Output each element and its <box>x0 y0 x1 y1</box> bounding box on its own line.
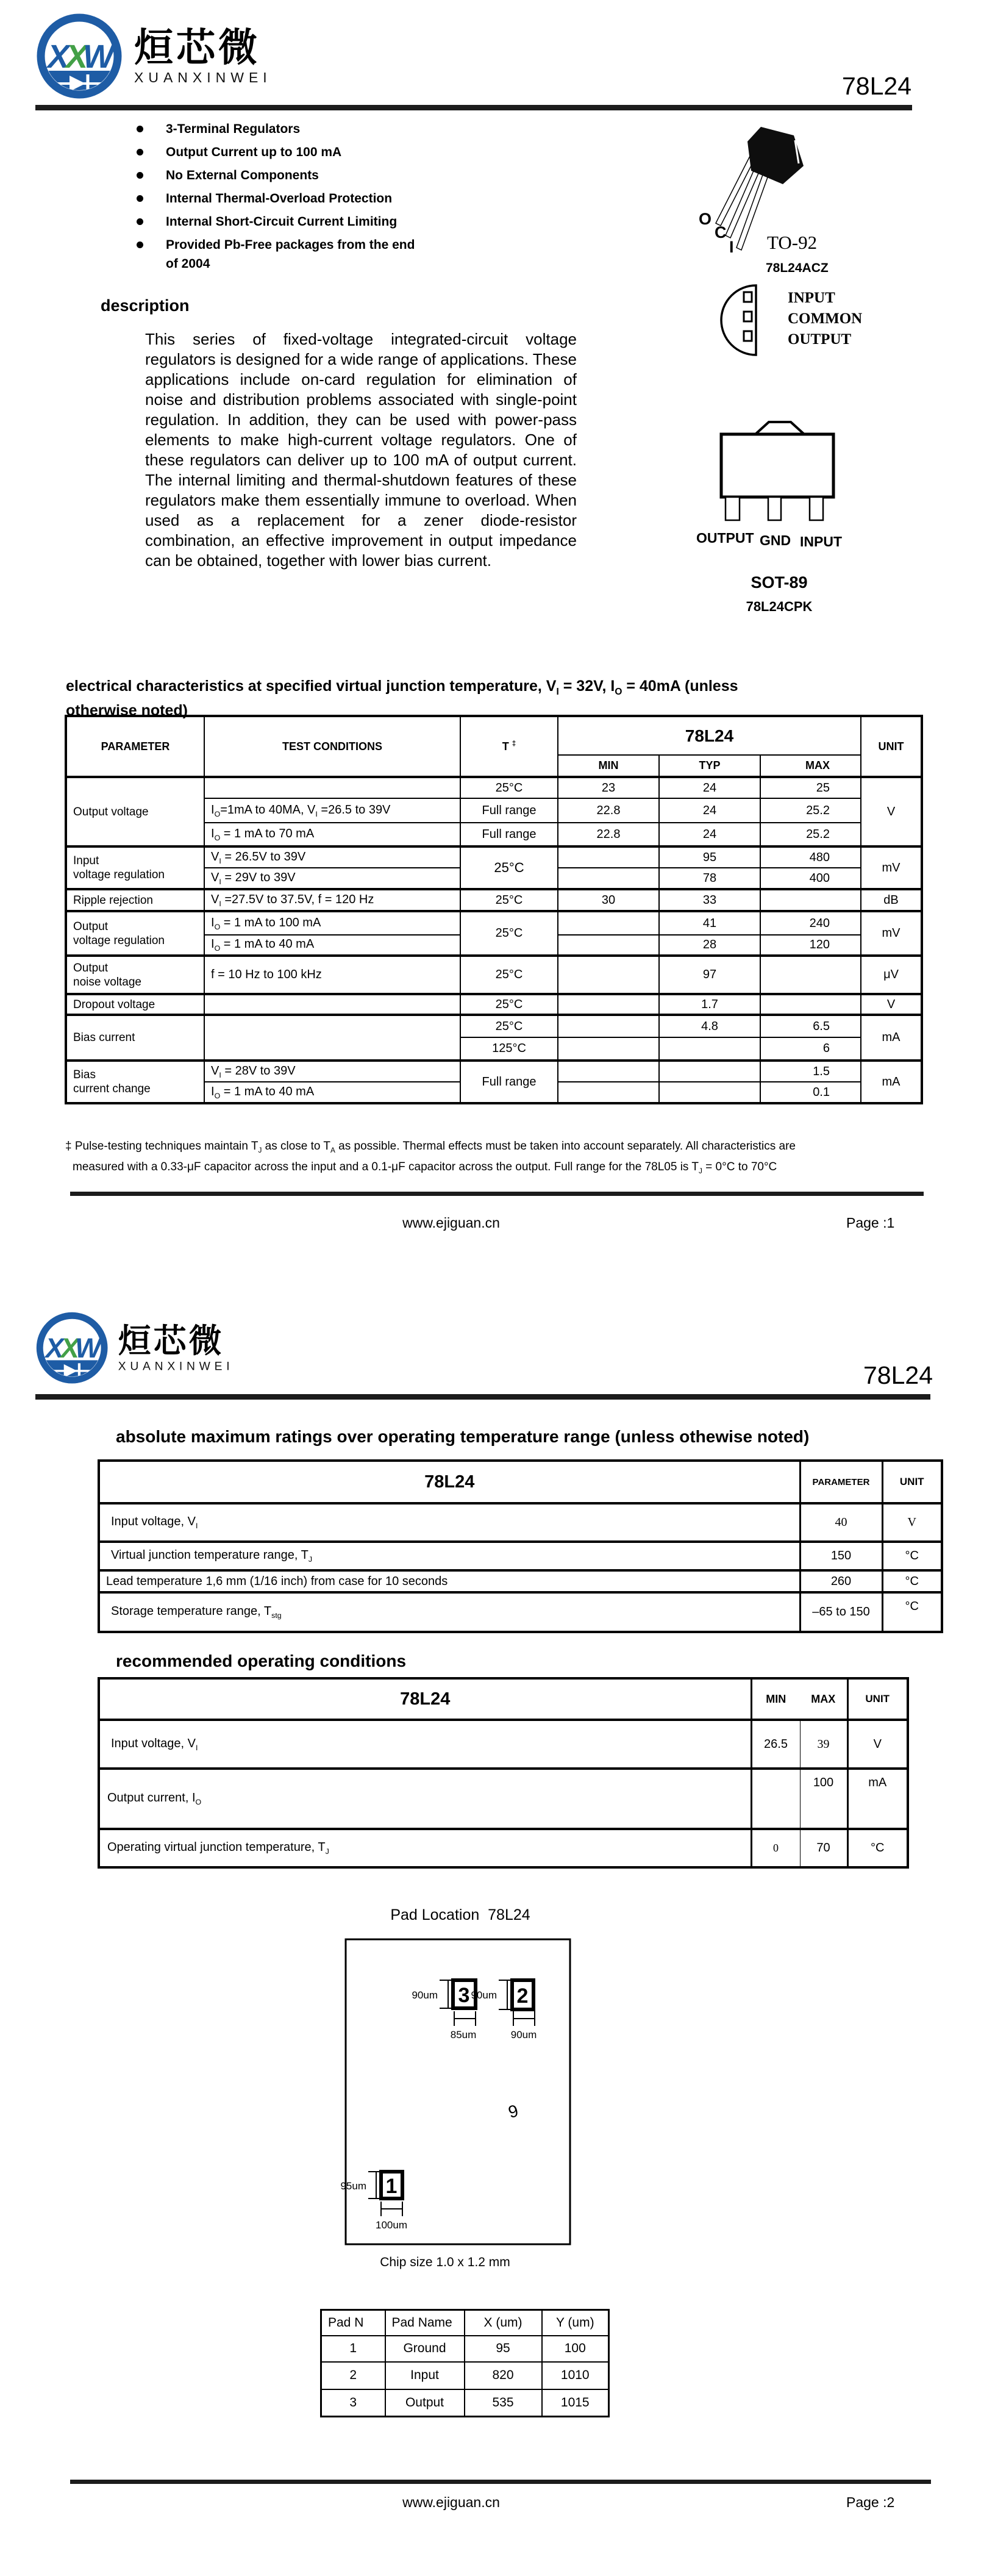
logo-text <box>118 1324 234 1373</box>
pad-2-height-label: 90um <box>471 1989 497 2001</box>
device-group-header: 78L24 <box>99 1461 800 1503</box>
electrical-characteristics-table <box>65 715 923 1104</box>
table-row <box>99 1769 908 1829</box>
unit-cell: mV <box>861 911 922 956</box>
table-row <box>99 1829 908 1867</box>
table-header-row <box>99 1678 908 1720</box>
logo-letter-w: W <box>83 38 114 75</box>
pad-1-number: 1 <box>385 2175 398 2198</box>
abs-max-ratings-title: absolute maximum ratings over operating temperature range (unless othewise noted) <box>116 1427 810 1446</box>
t-cell: 25°C <box>460 956 558 994</box>
unit-cell: °C <box>882 1570 942 1592</box>
max-cell: 25 <box>760 777 861 798</box>
min-cell <box>558 994 659 1015</box>
feature-item: Output Current up to 100 mA <box>137 143 551 162</box>
pad-1-width-label: 100um <box>376 2219 407 2231</box>
table-row <box>66 777 922 798</box>
param-cell: Ripple rejection <box>66 889 204 911</box>
cond-cell: $I_O = 1$ mA to 70 mA <box>204 823 460 846</box>
min-cell <box>558 911 659 935</box>
min-cell <box>558 846 659 868</box>
table-row <box>99 1503 942 1542</box>
min-cell: 22.8 <box>558 823 659 846</box>
sot89-output-label: OUTPUT <box>696 530 754 546</box>
unit-cell: V <box>861 994 922 1015</box>
bullet-icon <box>137 195 143 202</box>
cond-cell: $V_I =27.5V$ to 37.5V, f = 120 Hz <box>204 889 460 911</box>
table-header-row <box>66 716 922 755</box>
typ-cell <box>659 1082 760 1103</box>
unit-cell: V <box>847 1720 908 1769</box>
table-header-row <box>99 1461 942 1503</box>
cond-cell: $V_I = 29V$ to 39V <box>204 868 460 889</box>
max-cell: 6.5 <box>760 1015 861 1037</box>
description-paragraph: This series of fixed-voltage integrated-circuit voltage regulators is designed for a wide range of applications. These applications include on-card regulation for elimination of noise and distribution problems associated with single-point regulation. In addition, they can be used with power-pass elements to make high-current voltage regulators. One of these regulators can deliver up to 100 mA of output current. The internal limiting and thermal-shutdown features of these regulators make them essentially immune to overload. When used as a replacement for a zener diode-resistor combination, an effective improvement in output impedance can be obtained, together with lower bias current. <box>145 330 577 570</box>
value-cell: –65 to 150 <box>800 1592 882 1632</box>
table-header-row <box>321 2310 609 2336</box>
brand-name-en: XUANXINWEI <box>118 1359 234 1373</box>
param-cell: Output noise voltage <box>66 956 204 994</box>
max-cell: 480 <box>760 846 861 868</box>
table-row <box>66 846 922 868</box>
table-row <box>321 2362 609 2389</box>
typ-cell: 33 <box>659 889 760 911</box>
min-header: MIN <box>558 755 659 777</box>
pad-2-width-label: 90um <box>510 2029 537 2041</box>
unit-cell: mA <box>847 1769 908 1829</box>
parameter-header: PARAMETER <box>66 716 204 777</box>
t-cell: 25°C <box>460 1015 558 1037</box>
pad-1-height-label: 95um <box>340 2180 366 2192</box>
value-cell: 260 <box>800 1570 882 1592</box>
table-row <box>66 956 922 994</box>
sot89-gnd-label: GND <box>760 532 791 548</box>
cond-cell: $I_O = 1$ mA to 40 mA <box>204 935 460 956</box>
label-cell: Input voltage, $V_I$ <box>99 1720 751 1769</box>
pinout-common-label: COMMON <box>788 310 863 327</box>
y-cell: 1010 <box>542 2362 609 2389</box>
t-cell: 125°C <box>460 1037 558 1061</box>
min-cell <box>558 1037 659 1061</box>
recommended-conditions-title: recommended operating conditions <box>116 1651 407 1670</box>
min-cell: 22.8 <box>558 798 659 823</box>
sot89-package-name: SOT-89 <box>751 573 808 592</box>
pad-name-cell: Ground <box>385 2336 465 2362</box>
param-cell: Output voltage <box>66 777 204 846</box>
max-header: MAX <box>800 1678 847 1720</box>
table-row <box>99 1720 908 1769</box>
pad-n-cell: 2 <box>321 2362 385 2389</box>
feature-item: 3-Terminal Regulators <box>137 120 551 138</box>
to92-outline <box>721 285 756 355</box>
sot89-tab <box>755 422 804 434</box>
max-cell <box>760 956 861 994</box>
sot89-lead <box>810 497 823 520</box>
unit-cell: V <box>861 777 922 846</box>
to92-pin-i-label: I <box>729 238 734 256</box>
footer-page-number: Page :2 <box>846 2494 895 2510</box>
typ-cell: 78 <box>659 868 760 889</box>
typ-cell: 4.8 <box>659 1015 760 1037</box>
pad-3-width-label: 85um <box>450 2029 477 2041</box>
min-cell <box>558 956 659 994</box>
logo-letter-x2: X <box>60 1333 79 1364</box>
sot89-lead <box>768 497 781 520</box>
cond-cell <box>204 1015 460 1061</box>
bullet-icon <box>137 218 143 225</box>
max-cell <box>760 889 861 911</box>
t-cell: 25°C <box>460 846 558 889</box>
typ-cell: 24 <box>659 798 760 823</box>
recommended-operating-conditions-table <box>98 1677 909 1869</box>
min-header: MIN <box>751 1678 800 1720</box>
value-cell: 150 <box>800 1542 882 1570</box>
bullet-icon <box>137 126 143 132</box>
min-cell <box>558 1061 659 1082</box>
min-cell <box>558 935 659 956</box>
company-logo <box>34 11 272 102</box>
param-cell: Output voltage regulation <box>66 911 204 956</box>
pinout-output-label: OUTPUT <box>788 331 852 348</box>
min-cell: 23 <box>558 777 659 798</box>
param-cell: Dropout voltage <box>66 994 204 1015</box>
to92-package-figure <box>658 121 860 281</box>
unit-cell: μV <box>861 956 922 994</box>
footer-rule <box>70 2480 931 2484</box>
max-cell: 240 <box>760 911 861 935</box>
feature-item: Provided Pb-Free packages from the end of 2004 <box>137 235 551 273</box>
y-cell: 100 <box>542 2336 609 2362</box>
t-cell: 25°C <box>460 911 558 956</box>
max-cell: 6 <box>760 1037 861 1061</box>
temperature-header: T ‡ <box>460 716 558 777</box>
table-row <box>66 911 922 935</box>
param-cell: Bias current <box>66 1015 204 1061</box>
pad-3-height-label: 90um <box>412 1989 438 2001</box>
t-cell: 25°C <box>460 994 558 1015</box>
unit-cell: dB <box>861 889 922 911</box>
unit-cell: V <box>882 1503 942 1542</box>
cond-cell <box>204 777 460 798</box>
part-number-header: 78L24 <box>863 1361 933 1389</box>
unit-cell: mA <box>861 1015 922 1061</box>
sot89-part-number: 78L24CPK <box>746 599 813 614</box>
bullet-icon <box>137 149 143 156</box>
label-cell: Virtual junction temperature range, $T_J$ <box>99 1542 800 1570</box>
footer-website: www.ejiguan.cn <box>402 2494 500 2510</box>
table-row <box>99 1570 942 1592</box>
table-footnote: ‡ Pulse-testing techniques maintain $T_J$ as close to $T_A$ as possible. Thermal effects must be taken into account separately. All characteristics are measured with a 0.33-μF capacitor across the input and a 0.1-μF capacitor across the output. Full range for the 78L05 is $T_J = 0^\circ C$ to 70°C <box>65 1140 796 1175</box>
features-list <box>137 120 551 277</box>
label-cell: Input voltage, $V_I$ <box>99 1503 800 1542</box>
to92-package-name: TO-92 <box>767 232 818 253</box>
x-header: X (um) <box>465 2310 542 2336</box>
absolute-maximum-ratings-table <box>98 1459 943 1633</box>
pad-n-cell: 1 <box>321 2336 385 2362</box>
pinout-input-label: INPUT <box>788 290 835 306</box>
table-row <box>321 2389 609 2417</box>
feature-item: No External Components <box>137 166 551 185</box>
x-cell: 535 <box>465 2389 542 2417</box>
pad-name-cell: Input <box>385 2362 465 2389</box>
footer-page-number: Page :1 <box>846 1215 895 1231</box>
electrical-characteristics-title: electrical characteristics at specified virtual junction temperature, $V_I = 32V$, $I_O = 40mA$ (unless otherwise noted) <box>66 678 738 719</box>
logo-mark-icon <box>34 11 126 102</box>
table-row <box>66 994 922 1015</box>
min-cell <box>558 868 659 889</box>
table-row <box>66 889 922 911</box>
typ-cell: 41 <box>659 911 760 935</box>
unit-header: UNIT <box>861 716 922 777</box>
max-cell: 25.2 <box>760 823 861 846</box>
min-cell <box>751 1769 800 1829</box>
unit-cell: mA <box>861 1061 922 1103</box>
typ-cell: 95 <box>659 846 760 868</box>
cond-cell: $I_O = 1$ mA to 100 mA <box>204 911 460 935</box>
pad-n-cell: 3 <box>321 2389 385 2417</box>
typ-cell: 1.7 <box>659 994 760 1015</box>
footer-rule <box>70 1192 924 1196</box>
header-rule <box>35 1394 930 1400</box>
min-cell: 0 <box>751 1829 800 1867</box>
bullet-icon <box>137 172 143 179</box>
cond-cell: $I_O=1mA$ to 40MA, $V_I =26.5$ to 39V <box>204 798 460 823</box>
sot89-lead <box>726 497 740 520</box>
label-cell: Output current, $I_O$ <box>99 1769 751 1829</box>
pad-location-diagram <box>340 1933 573 2248</box>
pad-location-title: Pad Location 78L24 <box>390 1906 530 1923</box>
x-cell: 95 <box>465 2336 542 2362</box>
brand-name-cn: 烜芯微 <box>134 25 260 70</box>
to92-pinout-figure <box>708 282 897 362</box>
t-cell: Full range <box>460 1061 558 1103</box>
logo-letter-w: W <box>75 1333 102 1364</box>
param-cell: Bias current change <box>66 1061 204 1103</box>
feature-item: Internal Thermal-Overload Protection <box>137 189 551 208</box>
device-group-header: 78L24 <box>99 1678 751 1720</box>
device-group-header: 78L24 <box>558 716 861 755</box>
typ-cell: 97 <box>659 956 760 994</box>
min-cell: 30 <box>558 889 659 911</box>
logo-text <box>134 25 272 86</box>
unit-header: UNIT <box>847 1678 908 1720</box>
to92-pin-o-label: O <box>699 210 712 228</box>
test-conditions-header: TEST CONDITIONS <box>204 716 460 777</box>
t-cell: 25°C <box>460 889 558 911</box>
min-cell: 26.5 <box>751 1720 800 1769</box>
description-title: description <box>101 296 190 315</box>
pad-2-number: 2 <box>516 1984 529 2008</box>
max-header: MAX <box>760 755 861 777</box>
brand-name-cn: 烜芯微 <box>118 1322 224 1359</box>
t-cell: Full range <box>460 798 558 823</box>
pad-coordinates-table <box>320 2309 610 2417</box>
chip-mark: 9 <box>506 2101 521 2122</box>
typ-cell: 28 <box>659 935 760 956</box>
label-cell: Storage temperature range, $T_{stg}$ <box>99 1592 800 1632</box>
pad-n-header: Pad N <box>321 2310 385 2336</box>
table-row <box>66 1015 922 1037</box>
typ-cell <box>659 1061 760 1082</box>
footer-website: www.ejiguan.cn <box>402 1215 500 1231</box>
typ-header: TYP <box>659 755 760 777</box>
max-cell: 0.1 <box>760 1082 861 1103</box>
t-cell: Full range <box>460 823 558 846</box>
param-cell: Input voltage regulation <box>66 846 204 889</box>
min-cell <box>558 1082 659 1103</box>
cond-cell: f = 10 Hz to 100 kHz <box>204 956 460 994</box>
unit-cell: °C <box>882 1542 942 1570</box>
sot89-input-label: INPUT <box>800 534 842 549</box>
max-cell: 120 <box>760 935 861 956</box>
typ-cell: 24 <box>659 777 760 798</box>
to92-part-number: 78L24ACZ <box>766 261 829 275</box>
part-number-header: 78L24 <box>841 72 911 100</box>
parameter-header: PARAMETER <box>800 1461 882 1503</box>
max-cell: 70 <box>800 1829 847 1867</box>
typ-cell <box>659 1037 760 1061</box>
max-cell: 400 <box>760 868 861 889</box>
table-row <box>321 2336 609 2362</box>
x-cell: 820 <box>465 2362 542 2389</box>
min-cell <box>558 1015 659 1037</box>
feature-item: Internal Short-Circuit Current Limiting <box>137 212 551 231</box>
table-row <box>66 1061 922 1082</box>
unit-header: UNIT <box>882 1461 942 1503</box>
unit-cell: mV <box>861 846 922 889</box>
logo-letter-x2: X <box>66 38 88 75</box>
chip-size-caption: Chip size 1.0 x 1.2 mm <box>380 2255 510 2269</box>
to92-pin-c-label: C <box>715 223 727 242</box>
logo-mark-icon <box>34 1310 111 1387</box>
max-cell: 39 <box>800 1720 847 1769</box>
label-cell: Operating virtual junction temperature, $T_J$ <box>99 1829 751 1867</box>
cond-cell <box>204 994 460 1015</box>
max-cell: 1.5 <box>760 1061 861 1082</box>
sot89-body <box>721 434 833 497</box>
cond-cell: $V_I = 26.5V$ to 39V <box>204 846 460 868</box>
typ-cell: 24 <box>659 823 760 846</box>
sot89-package-figure <box>689 415 884 619</box>
logo-letter-x1: X <box>48 38 70 75</box>
value-cell: 40 <box>800 1503 882 1542</box>
brand-name-en: XUANXINWEI <box>134 69 272 85</box>
unit-cell: °C <box>882 1592 942 1632</box>
table-row <box>99 1592 942 1632</box>
header-rule <box>35 105 912 110</box>
unit-cell: °C <box>847 1829 908 1867</box>
max-cell <box>760 994 861 1015</box>
cond-cell: $V_I = 28V$ to 39V <box>204 1061 460 1082</box>
t-cell: 25°C <box>460 777 558 798</box>
max-cell: 25.2 <box>760 798 861 823</box>
label-cell: Lead temperature 1,6 mm (1/16 inch) from case for 10 seconds <box>99 1570 800 1592</box>
pad-3-number: 3 <box>458 1984 470 2007</box>
y-cell: 1015 <box>542 2389 609 2417</box>
logo-letter-x1: X <box>45 1333 64 1364</box>
max-cell: 100 <box>800 1769 847 1829</box>
y-header: Y (um) <box>542 2310 609 2336</box>
table-row <box>99 1542 942 1570</box>
cond-cell: $I_O = 1$ mA to 40 mA <box>204 1082 460 1103</box>
company-logo <box>34 1310 234 1387</box>
pad-name-cell: Output <box>385 2389 465 2417</box>
bullet-icon <box>137 242 143 248</box>
pad-name-header: Pad Name <box>385 2310 465 2336</box>
